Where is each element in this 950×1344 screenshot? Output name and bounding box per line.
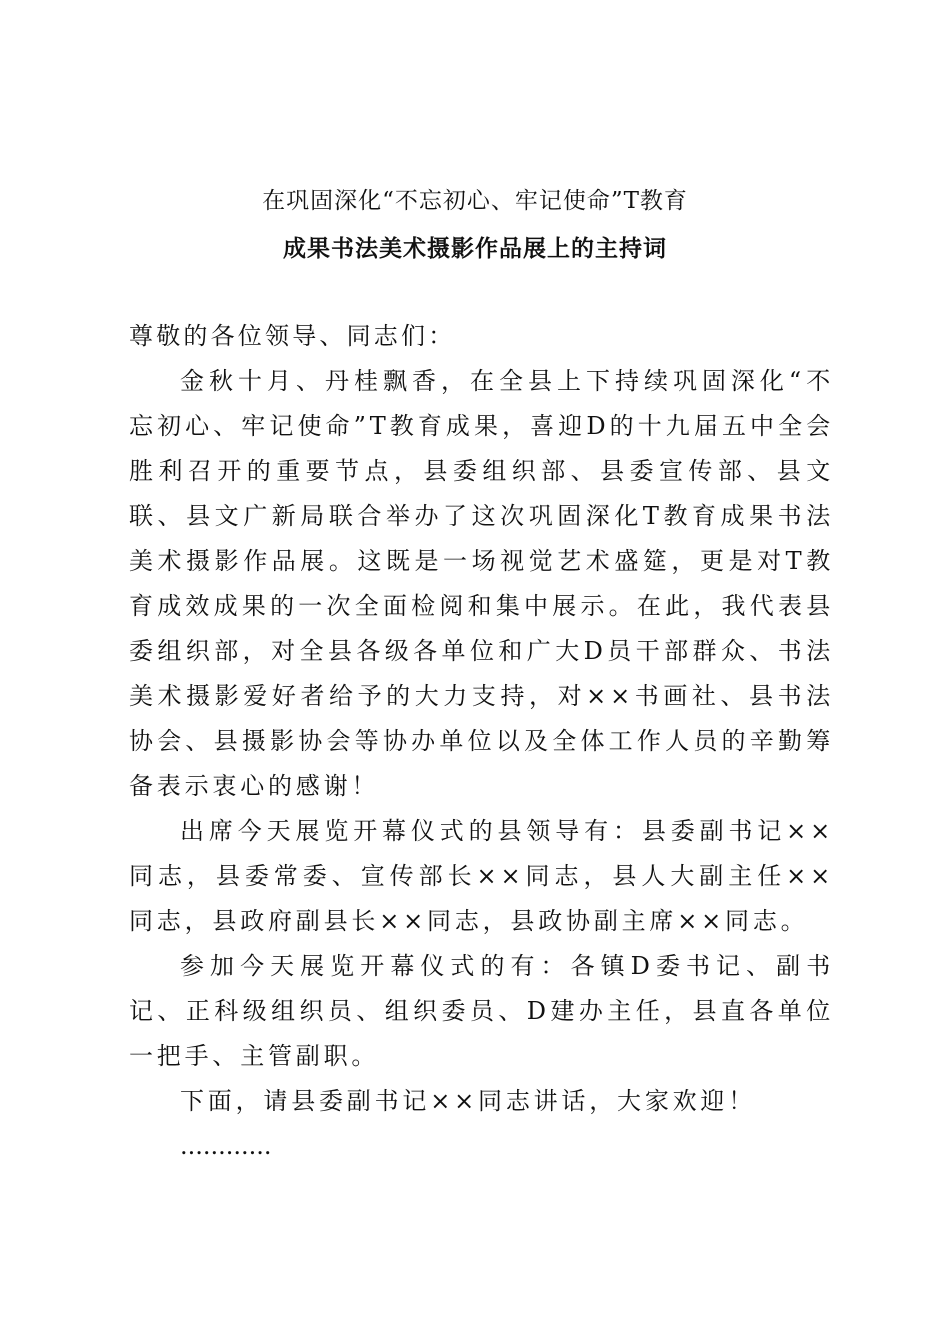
paragraph-opening: 金秋十月、丹桂飘香，在全县上下持续巩固深化“不忘初心、牢记使命”T教育成果，喜迎D的十九届五中全会胜利召开的重要节点，县委组织部、县委宣传部、县文联、县文广新局联合举办了这次巩固深化T教育成果书法美术摄影作品展。这既是一场视觉艺术盛筵，更是对T教育成效成果的一次全面检阅和集中展示。在此，我代表县委组织部，对全县各级各单位和广大D员干部群众、书法美术摄影爱好者给予的大力支持，对××书画社、县书法协会、县摄影协会等协办单位以及全体工作人员的辛勤筹备表示衷心的感谢！ — [129, 367, 834, 800]
ellipsis: ............ — [180, 1132, 272, 1160]
paragraph-speech-invite: 下面，请县委副书记××同志讲话，大家欢迎！ — [180, 1087, 757, 1115]
title-line-1: 在巩固深化“不忘初心、牢记使命”T教育 — [262, 188, 688, 214]
salutation: 尊敬的各位领导、同志们： — [129, 322, 456, 350]
paragraph-participants: 参加今天展览开幕仪式的有：各镇D委书记、副书记、正科级组织员、组织委员、D建办主任，县直各单位一把手、主管副职。 — [129, 952, 834, 1070]
document-body — [129, 314, 834, 1169]
title-line-2: 成果书法美术摄影作品展上的主持词 — [283, 235, 667, 262]
paragraph-attending-leaders: 出席今天展览开幕仪式的县领导有：县委副书记××同志，县委常委、宣传部长××同志，县人大副主任××同志，县政府副县长××同志，县政协副主席××同志。 — [129, 817, 834, 935]
document-title — [0, 177, 950, 273]
